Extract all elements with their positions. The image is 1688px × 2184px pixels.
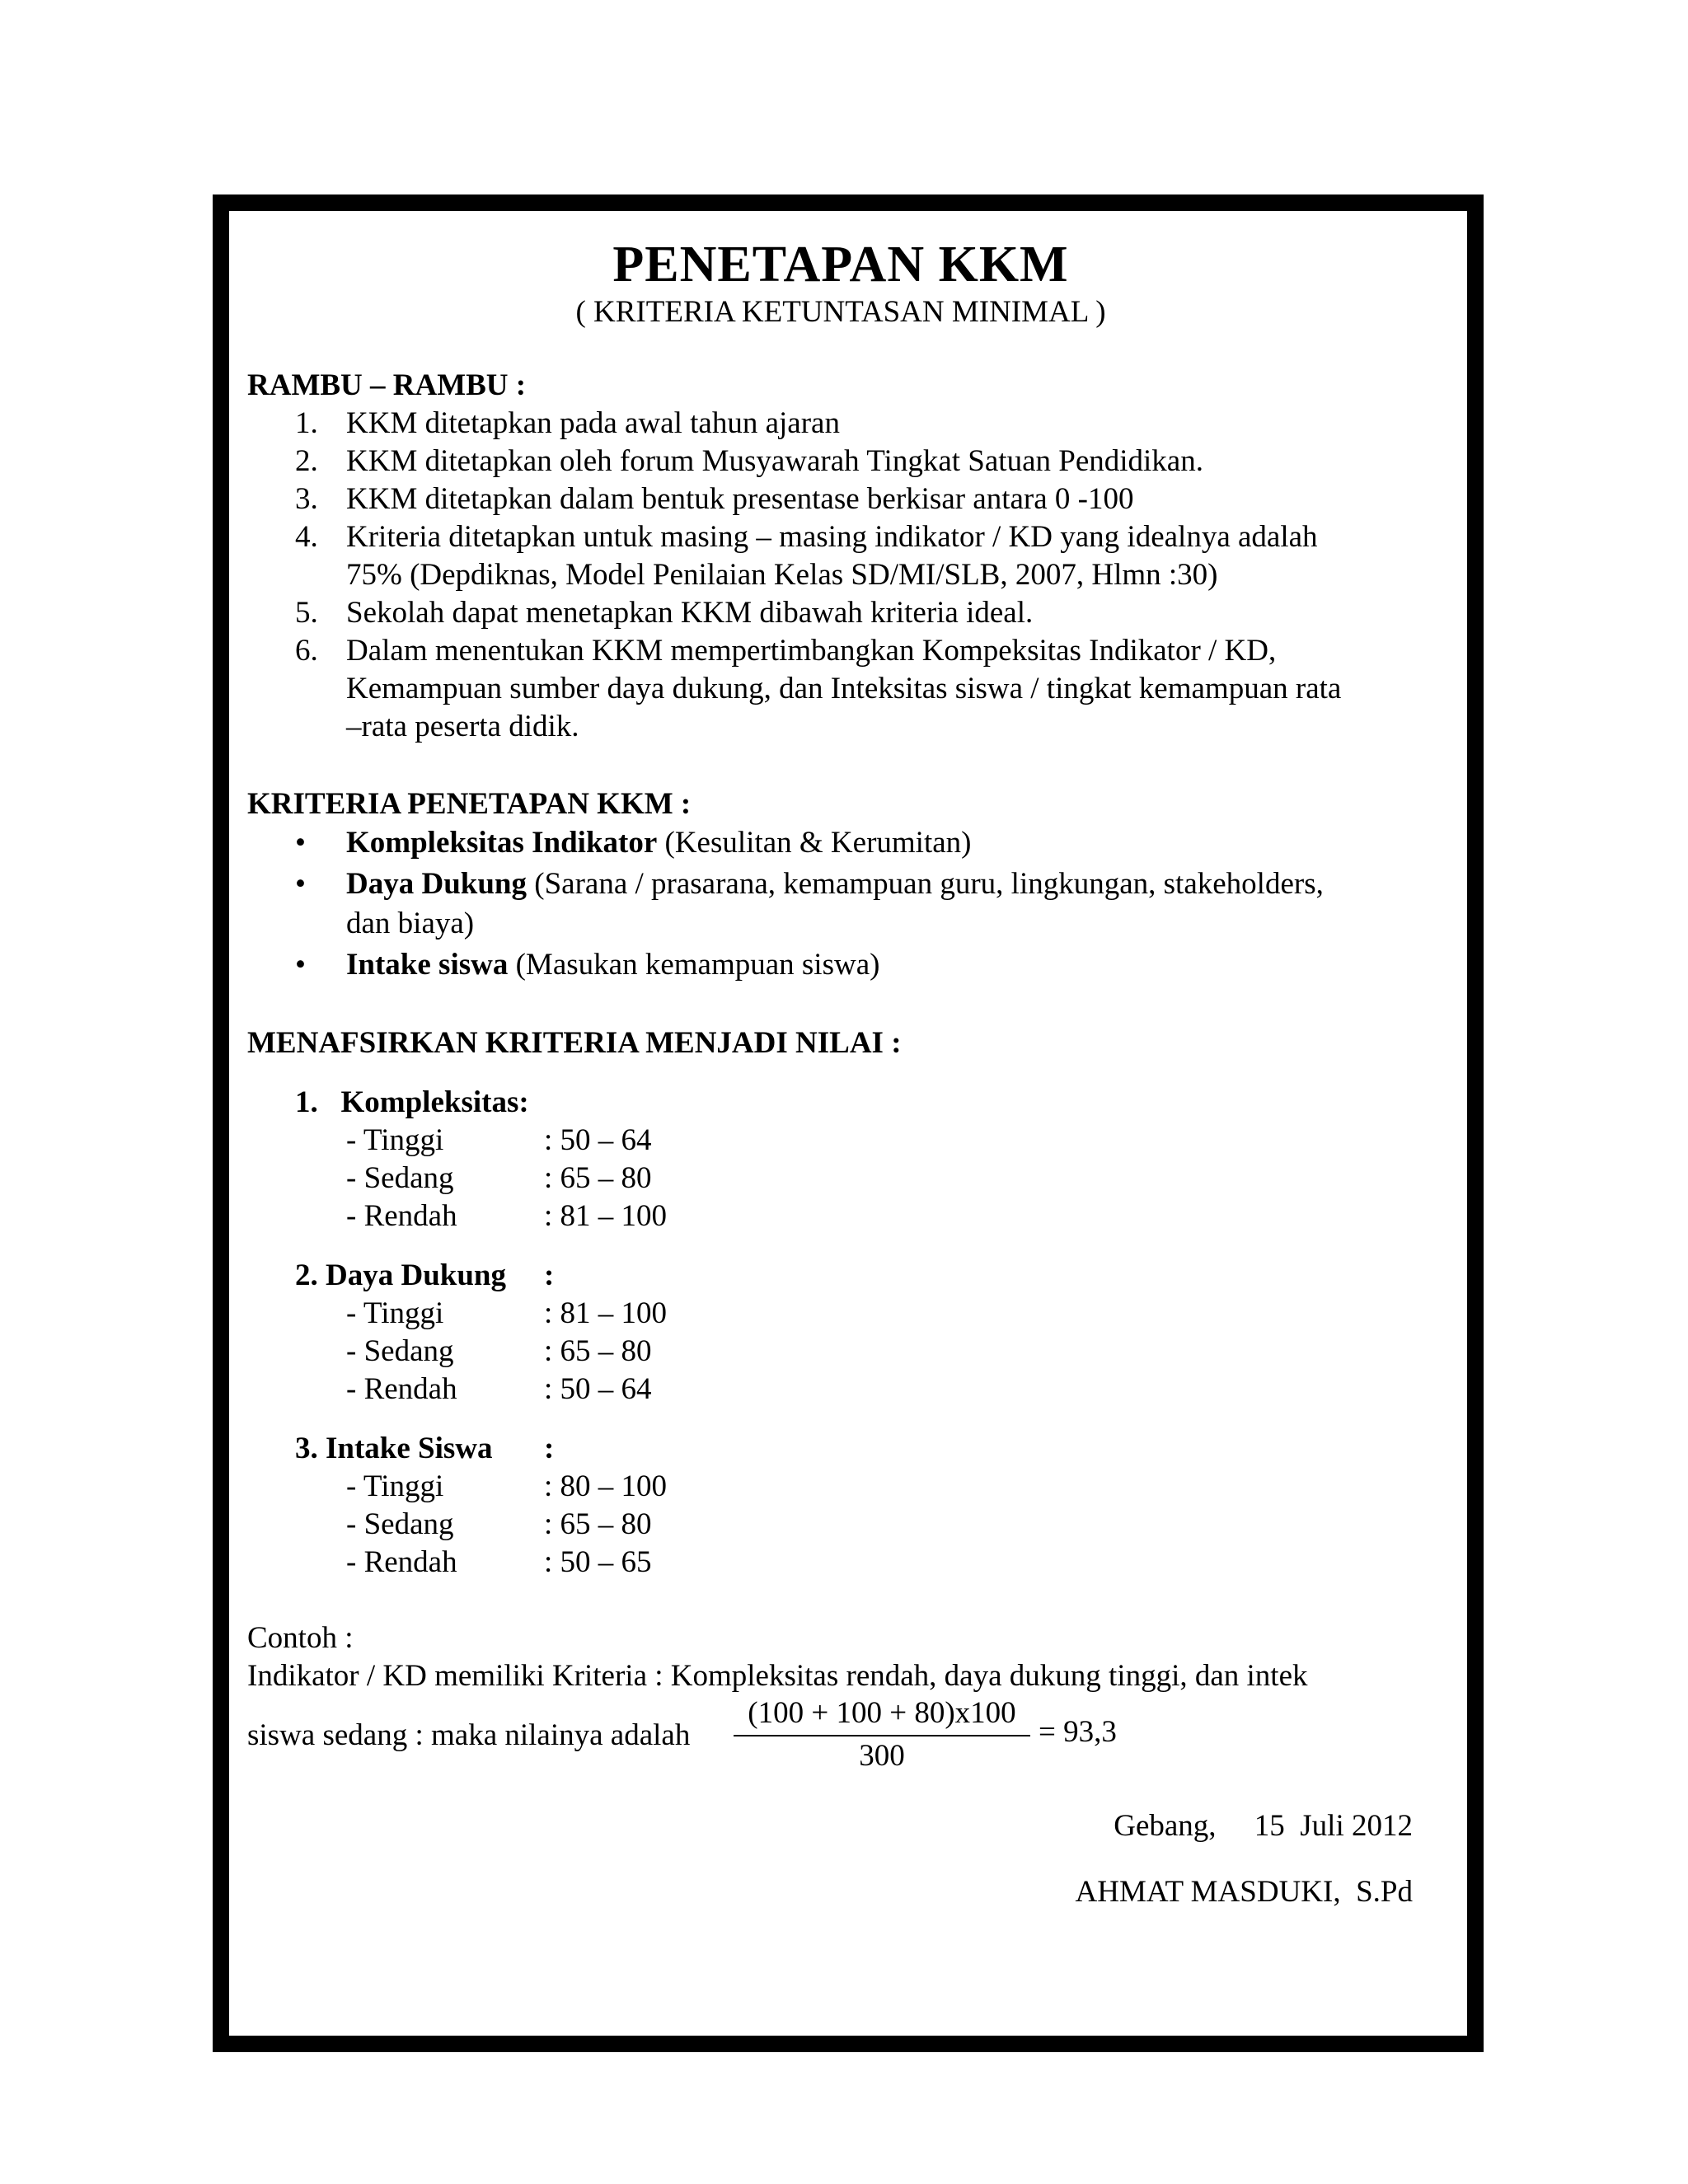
formula-result: = 93,3	[1039, 1715, 1117, 1749]
formula-numerator: (100 + 100 + 80)x100	[748, 1696, 1016, 1730]
tafsir-row	[247, 1197, 1434, 1235]
tafsir-row-label: - Tinggi	[346, 1123, 444, 1157]
tafsir-row-value: : 50 – 65	[544, 1545, 652, 1579]
tafsir-row	[247, 1295, 1434, 1333]
rambu-heading: RAMBU – RAMBU :	[247, 368, 527, 402]
tafsir-row	[247, 1122, 1434, 1160]
tafsir-group-title	[247, 1084, 1434, 1122]
kriteria-item-text: (Masukan kemampuan siswa)	[508, 948, 880, 982]
signature-place-date: Gebang, 15 Juli 2012	[1114, 1809, 1413, 1843]
tafsir-groups	[247, 1084, 1434, 1582]
tafsir-group-title-text: 3. Intake Siswa	[295, 1432, 493, 1465]
kriteria-item	[247, 823, 1434, 863]
page-subtitle: ( KRITERIA KETUNTASAN MINIMAL )	[575, 295, 1106, 329]
rambu-item	[247, 594, 1434, 632]
kriteria-item-bold: Kompleksitas Indikator	[346, 826, 658, 860]
tafsir-row-label: - Sedang	[346, 1334, 454, 1368]
rambu-item-line: Dalam menentukan KKM mempertimbangkan Kompeksitas Indikator / KD,	[346, 634, 1277, 668]
tafsir-group-colon: :	[544, 1258, 555, 1292]
tafsir-group	[247, 1084, 1434, 1235]
rambu-item-line: KKM ditetapkan pada awal tahun ajaran	[346, 406, 840, 440]
kriteria-item-cont: dan biaya)	[346, 907, 475, 940]
rambu-list	[247, 405, 1434, 746]
tafsir-row-label: - Rendah	[346, 1372, 457, 1406]
kriteria-item	[247, 865, 1434, 944]
kriteria-item-bold: Intake siswa	[346, 948, 509, 982]
rambu-item-number: 1.	[295, 406, 318, 440]
tafsir-row-value: : 80 – 100	[544, 1469, 668, 1503]
rambu-item-line: Kemampuan sumber daya dukung, dan Inteksitas siswa / tingkat kemampuan rata	[346, 672, 1342, 705]
tafsir-row	[247, 1544, 1434, 1582]
tafsir-row-value: : 65 – 80	[544, 1161, 652, 1195]
bullet-icon: •	[295, 826, 306, 860]
tafsir-row	[247, 1371, 1434, 1408]
tafsir-row-value: : 81 – 100	[544, 1296, 668, 1330]
tafsir-heading: MENAFSIRKAN KRITERIA MENJADI NILAI :	[247, 1026, 902, 1060]
tafsir-row-value: : 50 – 64	[544, 1372, 652, 1406]
section-contoh	[247, 1619, 1434, 1771]
rambu-item-number: 3.	[295, 482, 318, 516]
tafsir-row-label: - Rendah	[346, 1199, 457, 1233]
formula-denominator: 300	[859, 1739, 905, 1773]
tafsir-group-title	[247, 1257, 1434, 1295]
kriteria-heading: KRITERIA PENETAPAN KKM :	[247, 787, 692, 821]
signature-name: AHMAT MASDUKI, S.Pd	[1075, 1875, 1413, 1909]
section-rambu	[247, 367, 1434, 746]
rambu-item-line: KKM ditetapkan oleh forum Musyawarah Tingkat Satuan Pendidikan.	[346, 444, 1203, 478]
rambu-item-line: 75% (Depdiknas, Model Penilaian Kelas SD/MI/SLB, 2007, Hlmn :30)	[346, 558, 1218, 592]
bullet-icon: •	[295, 867, 306, 901]
formula-line	[247, 1695, 1434, 1771]
rambu-item	[247, 443, 1434, 480]
kriteria-item-bold: Daya Dukung	[346, 867, 528, 901]
rambu-item-line: KKM ditetapkan dalam bentuk presentase berkisar antara 0 -100	[346, 482, 1134, 516]
rambu-item	[247, 405, 1434, 443]
rambu-item	[247, 632, 1434, 746]
tafsir-row-label: - Sedang	[346, 1161, 454, 1195]
kriteria-item	[247, 945, 1434, 985]
tafsir-row	[247, 1468, 1434, 1506]
tafsir-group-title	[247, 1430, 1434, 1468]
rambu-item-number: 2.	[295, 444, 318, 478]
rambu-item	[247, 480, 1434, 518]
tafsir-row-value: : 65 – 80	[544, 1507, 652, 1541]
contoh-line1: Indikator / KD memiliki Kriteria : Kompleksitas rendah, daya dukung tinggi, dan intek	[247, 1659, 1308, 1693]
kriteria-item-text: (Sarana / prasarana, kemampuan guru, lingkungan, stakeholders,	[527, 867, 1324, 901]
formula-fraction	[734, 1695, 1030, 1773]
page-title: PENETAPAN KKM	[612, 237, 1069, 293]
tafsir-row-value: : 50 – 64	[544, 1123, 652, 1157]
bullet-icon: •	[295, 948, 306, 982]
rambu-item-number: 4.	[295, 520, 318, 554]
rambu-item-line: –rata peserta didik.	[346, 710, 579, 743]
tafsir-row-label: - Tinggi	[346, 1469, 444, 1503]
tafsir-group-colon: :	[544, 1432, 555, 1465]
fraction-bar	[734, 1735, 1030, 1736]
tafsir-row-label: - Sedang	[346, 1507, 454, 1541]
tafsir-row-label: - Rendah	[346, 1545, 457, 1579]
tafsir-group-title-text: 1. Kompleksitas:	[295, 1085, 529, 1119]
rambu-item-number: 5.	[295, 596, 318, 630]
document-body	[247, 235, 1434, 1911]
tafsir-row	[247, 1160, 1434, 1197]
tafsir-row	[247, 1506, 1434, 1544]
tafsir-group-title-text: 2. Daya Dukung	[295, 1258, 507, 1292]
tafsir-row-value: : 81 – 100	[544, 1199, 668, 1233]
section-kriteria	[247, 785, 1434, 985]
rambu-item	[247, 518, 1434, 594]
contoh-label: Contoh :	[247, 1621, 354, 1655]
section-tafsir	[247, 1024, 1434, 1582]
contoh-line2: siswa sedang : maka nilainya adalah	[247, 1718, 691, 1752]
rambu-item-line: Sekolah dapat menetapkan KKM dibawah kriteria ideal.	[346, 596, 1034, 630]
tafsir-group	[247, 1430, 1434, 1582]
tafsir-group	[247, 1257, 1434, 1408]
kriteria-list	[247, 823, 1434, 985]
rambu-item-line: Kriteria ditetapkan untuk masing – masing indikator / KD yang idealnya adalah	[346, 520, 1318, 554]
tafsir-row-label: - Tinggi	[346, 1296, 444, 1330]
rambu-item-number: 6.	[295, 634, 318, 668]
kriteria-item-text: (Kesulitan & Kerumitan)	[657, 826, 972, 860]
tafsir-row	[247, 1333, 1434, 1371]
tafsir-row-value: : 65 – 80	[544, 1334, 652, 1368]
